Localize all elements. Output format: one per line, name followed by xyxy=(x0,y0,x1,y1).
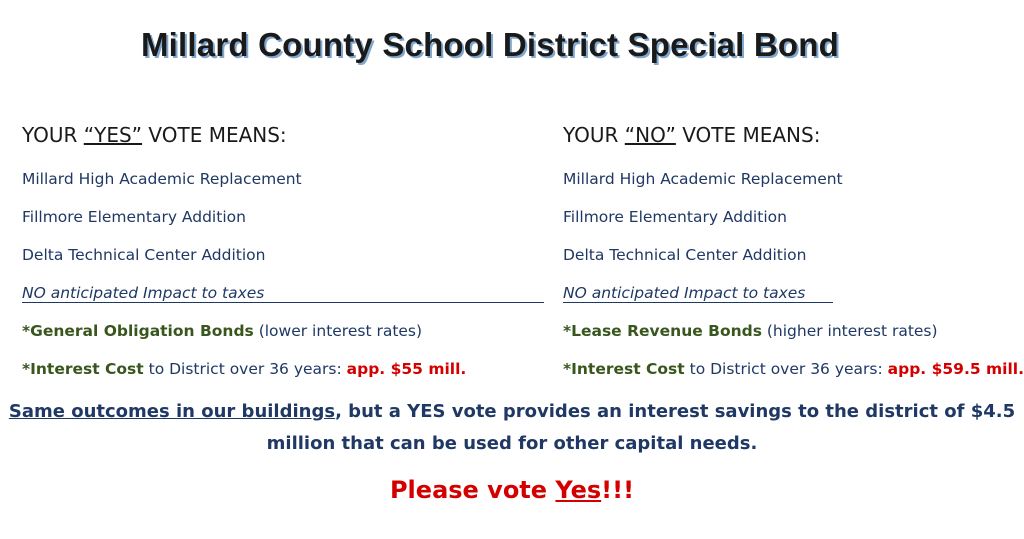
no-item: Delta Technical Center Addition xyxy=(563,246,807,264)
no-tax-impact-line xyxy=(563,282,1023,320)
yes-interest-amount: app. $55 mill. xyxy=(346,360,467,378)
yes-item: Millard High Academic Replacement xyxy=(22,170,302,188)
yes-interest-label: *Interest Cost xyxy=(22,360,144,378)
no-heading-prefix: YOUR xyxy=(563,123,625,147)
no-interest-line xyxy=(563,358,1023,396)
yes-vote-column xyxy=(22,118,482,396)
no-vote-heading xyxy=(563,118,1023,156)
no-interest-amount: app. $59.5 mill. xyxy=(887,360,1024,378)
summary-statement xyxy=(0,396,1024,460)
summary-line-2: million that can be used for other capital needs. xyxy=(266,433,758,454)
yes-interest-text: to District over 36 years: xyxy=(143,360,347,378)
no-heading-word: “NO” xyxy=(624,123,676,147)
no-interest-label: *Interest Cost xyxy=(563,360,685,378)
yes-item: Fillmore Elementary Addition xyxy=(22,208,246,226)
call-to-action xyxy=(0,476,1024,504)
no-vote-column xyxy=(563,118,1023,396)
vote-prefix: Please vote xyxy=(389,476,556,504)
yes-tax-impact-line xyxy=(22,282,482,320)
yes-heading-word: “YES” xyxy=(83,123,143,147)
no-bond-type: *Lease Revenue Bonds xyxy=(563,322,762,340)
no-interest-text: to District over 36 years: xyxy=(684,360,888,378)
no-item: Millard High Academic Replacement xyxy=(563,170,843,188)
no-heading-suffix: VOTE MEANS: xyxy=(675,123,821,147)
yes-bond-type: *General Obligation Bonds xyxy=(22,322,254,340)
summary-line-1 xyxy=(0,396,1024,428)
yes-interest-line xyxy=(22,358,482,396)
yes-tax-impact: NO anticipated Impact to taxes xyxy=(22,284,544,303)
vote-suffix: !!! xyxy=(601,476,635,504)
vote-yes: Yes xyxy=(555,476,602,504)
yes-item: Delta Technical Center Addition xyxy=(22,246,266,264)
yes-heading-suffix: VOTE MEANS: xyxy=(142,123,287,147)
no-bond-note: (higher interest rates) xyxy=(761,322,938,340)
summary-underlined: Same outcomes in our buildings xyxy=(8,401,336,422)
summary-line-1-rest: , but a YES vote provides an interest savings to the district of $4.5 xyxy=(335,401,1016,422)
no-bond-type-line xyxy=(563,320,1023,358)
page-title: Millard County School District Special Bond xyxy=(140,26,839,63)
no-item: Fillmore Elementary Addition xyxy=(563,208,787,226)
yes-heading-prefix: YOUR xyxy=(22,123,84,147)
yes-bond-note: (lower interest rates) xyxy=(253,322,423,340)
yes-vote-heading xyxy=(22,118,482,156)
no-tax-impact: NO anticipated Impact to taxes xyxy=(563,284,833,303)
yes-bond-type-line xyxy=(22,320,482,358)
